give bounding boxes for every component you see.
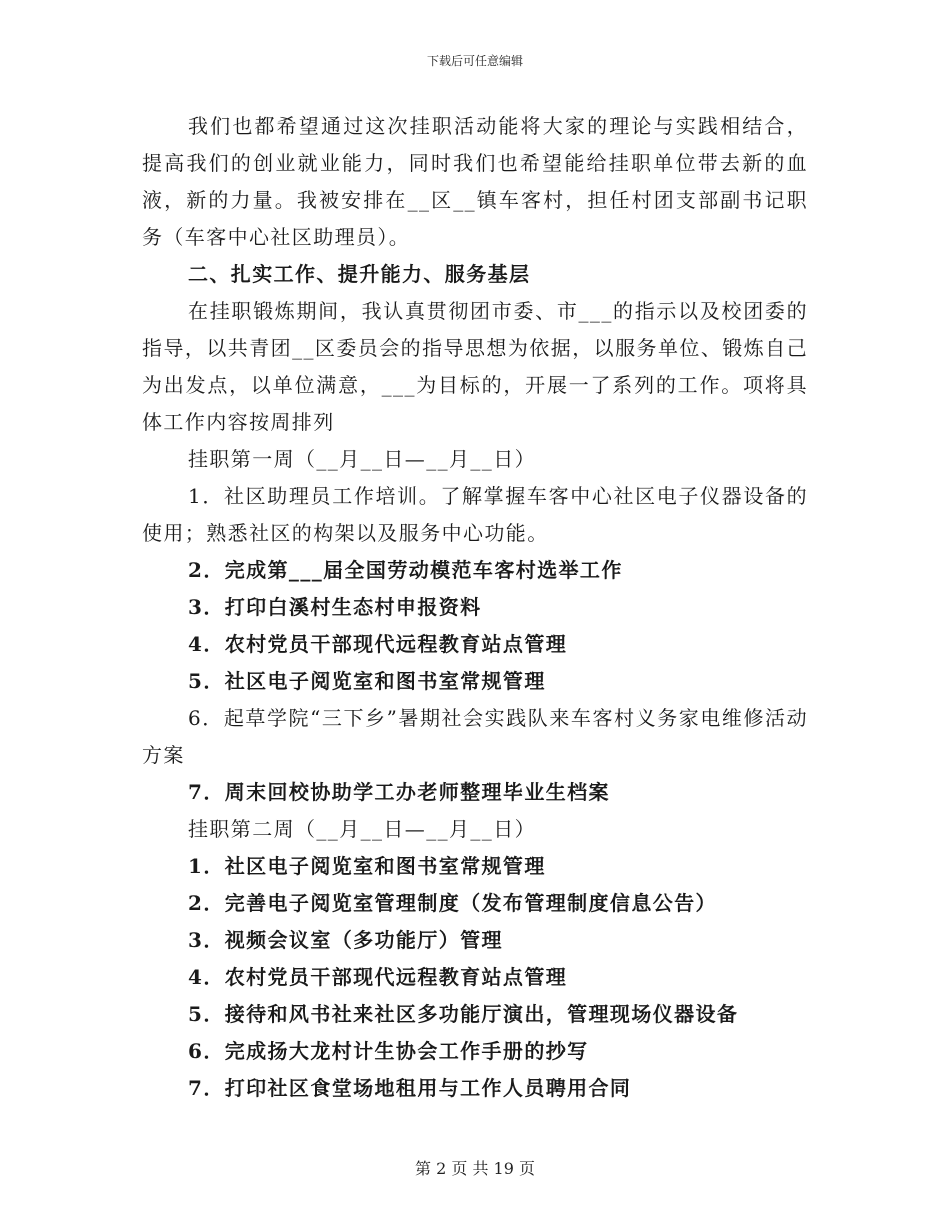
week1-item-4: 4．农村党员干部现代远程教育站点管理 [188,632,568,656]
week2-item-1: 1．社区电子阅览室和图书室常规管理 [188,854,546,878]
section-heading: 二、扎实工作、提升能力、服务基层 [188,262,531,286]
week1-item-2: 2．完成第___届全国劳动模范车客村选举工作 [188,558,623,582]
week1-title: 挂职第一周（__月__日—__月__日） [188,447,536,471]
page-number: 第 2 页 共 19 页 [415,1159,535,1178]
week2-item-7: 7．打印社区食堂场地租用与工作人员聘用合同 [188,1076,632,1100]
week1-item-6: 6．起草学院“三下乡”暑期社会实践队来车客村义务家电维修活动方案 [142,706,808,767]
week2-title: 挂职第二周（__月__日—__月__日） [188,817,536,841]
week2-item-4: 4．农村党员干部现代远程教育站点管理 [188,965,568,989]
week2-item-3: 3．视频会议室（多功能厅）管理 [188,928,503,952]
intro-paragraph: 我们也都希望通过这次挂职活动能将大家的理论与实践相结合，提高我们的创业就业能力，同时我们也希望能给挂职单位带去新的血液，新的力量。我被安排在__区__镇车客村，担任村团支部副书记职务（车客中心社区助理员）。 [142,114,808,249]
week1-item-1: 1．社区助理员工作培训。了解掌握车客中心社区电子仪器设备的使用；熟悉社区的构架以及服务中心功能。 [142,484,808,545]
week1-item-7: 7．周末回校协助学工办老师整理毕业生档案 [188,780,610,804]
week2-item-6: 6．完成扬大龙村计生协会工作手册的抄写 [188,1039,589,1063]
page-header: 下载后可任意编辑 [426,54,523,68]
week1-item-3: 3．打印白溪村生态村申报资料 [188,595,482,619]
week2-item-2: 2．完善电子阅览室管理制度（发布管理制度信息公告） [188,891,717,915]
week1-item-5: 5．社区电子阅览室和图书室常规管理 [188,669,546,693]
document-body [142,108,808,1107]
week2-item-5: 5．接待和风书社来社区多功能厅演出，管理现场仪器设备 [188,1002,739,1026]
section-paragraph: 在挂职锻炼期间，我认真贯彻团市委、市___的指示以及校团委的指导，以共青团__区委员会的指导思想为依据，以服务单位、锻炼自己为出发点，以单位满意，___为目标的，开展一了系列的工作。项将具体工作内容按周排列 [142,299,808,434]
